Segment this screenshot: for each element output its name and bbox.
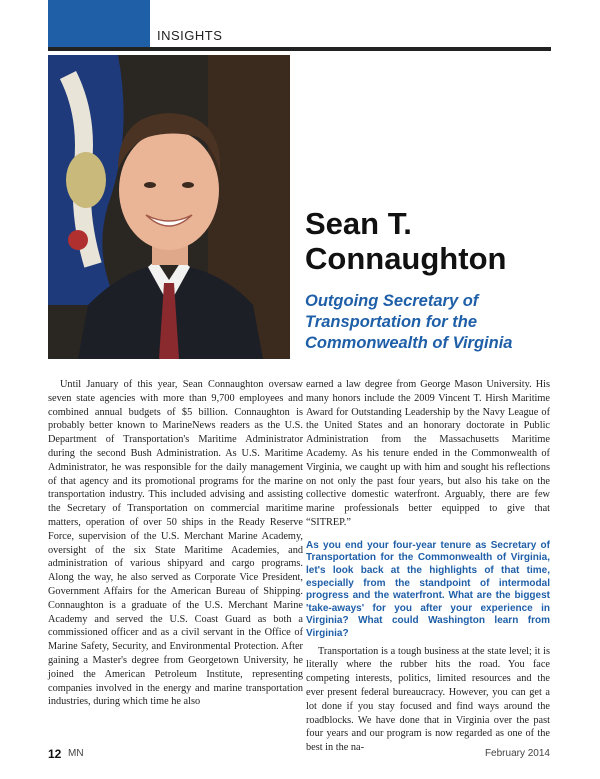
header-rule (48, 47, 551, 51)
page-number: 12 (48, 747, 62, 761)
portrait-photo (48, 55, 290, 359)
magazine-abbrev: MN (68, 748, 84, 759)
interview-answer: Transportation is a tough business at the state level; it is literally where the rubber hits the road. You face competing interests, politics, limited resources and the ever present federal bureaucracy. However, you can get a lot done if you stay focused and find ways around the roadblocks. We have done that in Virginia over the past four years and our program is now regarded as one of the best in the na- (306, 645, 550, 754)
article-column-left (48, 378, 303, 709)
issue-date: February 2014 (484, 748, 550, 759)
article-title: Sean T. Connaughton (305, 206, 507, 276)
interview-question: As you end your four-year tenure as Secretary of Transportation for the Commonwealth of Virginia, let's look back at the highlights of that time, especially from the standpoint of intermodal progress and the waterfront. What are the biggest 'take-aways' for you after your experience in Virginia? What could Washington learn from Virginia? (306, 539, 550, 639)
portrait-illustration (48, 55, 290, 359)
article-subtitle: Outgoing Secretary of Transportation for the Commonwealth of Virginia (305, 292, 513, 352)
intro-paragraph: Until January of this year, Sean Connaughton oversaw seven state agencies with more than 9,700 employees and combined annual budgets of $5 billion. Connaughton is probably better known to MarineNews readers as the U.S. Department of Transportation's Maritime Administrator during the second Bush Administration. As U.S. Maritime Administrator, he was responsible for the daily management of that agency and its promotional programs for the marine transportation industry. This included advising and assisting the Secretary of Transportation on commercial maritime matters, operation of over 50 ships in the Ready Reserve Force, supervision of the U.S. Merchant Marine Academy, oversight of the six State Maritime Academies, and administration of various shipyard and cargo programs. Along the way, he also served as Corporate Vice President, Government Affairs for the American Bureau of Shipping. Connaughton is a graduate of the U.S. Merchant Marine Academy and served the U.S. Coast Guard as both a commissioned officer and as a civil servant in the Office of Marine Safety, Security, and Environmental Protection. After gaining a Master's degree from Georgetown University, he joined the American Petroleum Institute, representing companies involved in the energy and marine transportation industries, during which time he also (48, 379, 303, 708)
section-label: INSIGHTS (157, 28, 223, 43)
article-column-right (306, 378, 550, 755)
section-color-block (48, 0, 150, 47)
intro-paragraph-continued: earned a law degree from George Mason University. His many honors include the 2009 Vincent T. Hirsh Maritime Award for Outstanding Leadership by the Navy League of the United States and an honorary doctorate in Public Administration from the Massachusetts Maritime Academy. As his tenure ended in the Commonwealth of Virginia, we caught up with him and sought his reflections on not only the past four years, but also his take on the collective domestic waterfront. Arguably, there are few marine professionals better equipped to give that “SITREP.” (306, 379, 550, 528)
